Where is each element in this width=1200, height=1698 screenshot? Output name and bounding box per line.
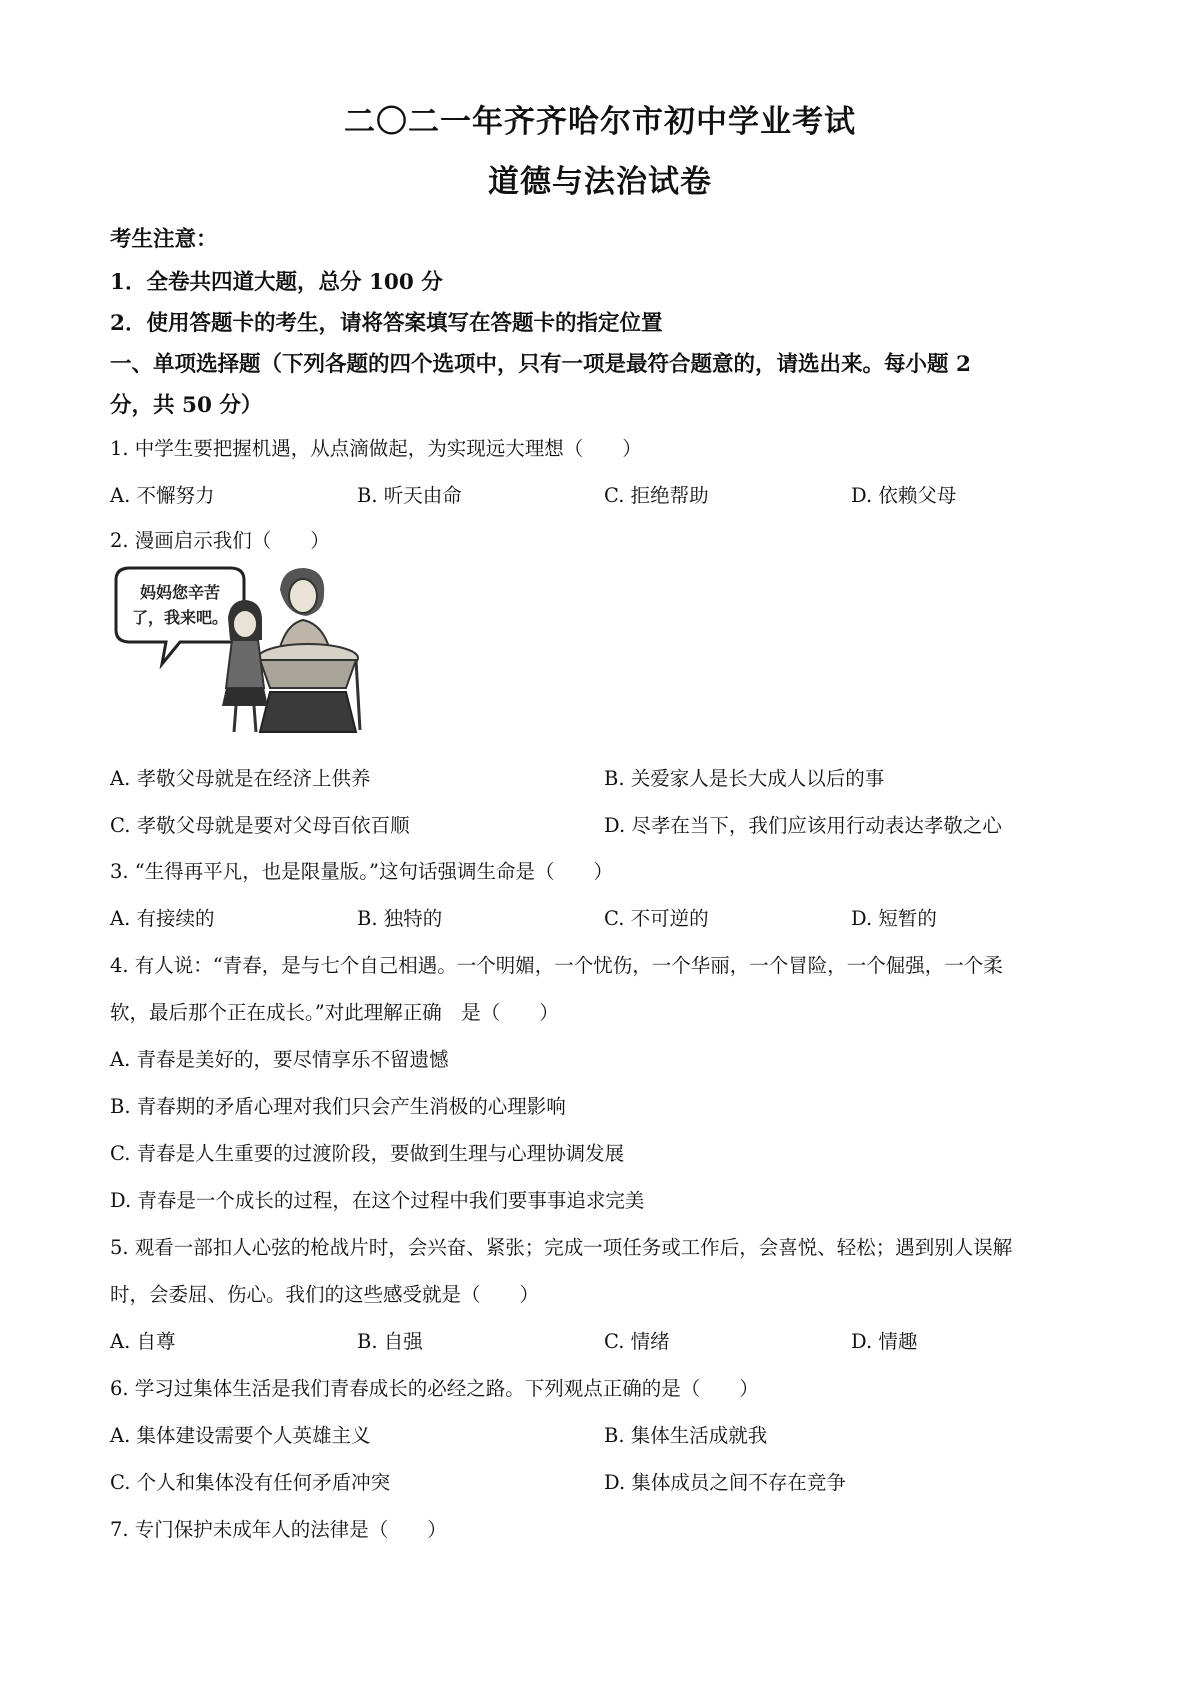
question-5-stem-line-2: 时，会委屈、伤心。我们的这些感受就是（ ） xyxy=(110,1283,540,1306)
question-3-option-d: D. 短暂的 xyxy=(851,907,937,930)
question-1-option-c: C. 拒绝帮助 xyxy=(604,484,709,507)
question-3-option-b: B. 独特的 xyxy=(357,907,443,930)
exam-title: 二〇二一年齐齐哈尔市初中学业考试 xyxy=(344,104,856,140)
speech-bubble-line-2: 了，我来吧。 xyxy=(131,608,229,627)
question-4-stem-line-1: 4. 有人说：“青春，是与七个自己相遇。一个明媚，一个忧伤，一个华丽，一个冒险，一个倔强，一个柔 xyxy=(110,954,1003,977)
notice-item-1: 1．全卷共四道大题，总分 100 分 xyxy=(110,270,443,295)
question-4-option-d: D. 青春是一个成长的过程，在这个过程中我们要事事追求完美 xyxy=(110,1189,645,1212)
cartoon-illustration xyxy=(110,560,400,740)
question-3-stem: 3. “生得再平凡，也是限量版。”这句话强调生命是（ ） xyxy=(110,860,613,883)
question-1-stem: 1. 中学生要把握机遇，从点滴做起，为实现远大理想（ ） xyxy=(110,437,642,460)
question-7-stem: 7. 专门保护未成年人的法律是（ ） xyxy=(110,1518,447,1541)
question-6-stem: 6. 学习过集体生活是我们青春成长的必经之路。下列观点正确的是（ ） xyxy=(110,1377,759,1400)
question-2-option-c: C. 孝敬父母就是要对父母百依百顺 xyxy=(110,814,410,837)
question-3-option-a: A. 有接续的 xyxy=(110,907,215,930)
question-2-stem: 2. 漫画启示我们（ ） xyxy=(110,529,330,552)
notice-item-2: 2．使用答题卡的考生，请将答案填写在答题卡的指定位置 xyxy=(110,311,663,336)
question-2-option-a: A. 孝敬父母就是在经济上供养 xyxy=(110,767,371,790)
question-5-option-b: B. 自强 xyxy=(357,1330,423,1353)
question-5-option-d: D. 情趣 xyxy=(851,1330,918,1353)
question-4-option-b: B. 青春期的矛盾心理对我们只会产生消极的心理影响 xyxy=(110,1095,566,1118)
section-heading-line-2: 分，共 50 分） xyxy=(110,393,263,418)
question-1-option-b: B. 听天由命 xyxy=(357,484,462,507)
question-1-option-a: A. 不懈努力 xyxy=(110,484,215,507)
question-4-stem-line-2: 软，最后那个正在成长。”对此理解正确 是（ ） xyxy=(110,1001,559,1024)
question-5-stem-line-1: 5. 观看一部扣人心弦的枪战片时，会兴奋、紧张；完成一项任务或工作后，会喜悦、轻松；遇到别人误解 xyxy=(110,1236,1013,1259)
section-heading-line-1: 一、单项选择题（下列各题的四个选项中，只有一项是最符合题意的，请选出来。每小题 2 xyxy=(110,352,971,377)
question-5-option-a: A. 自尊 xyxy=(110,1330,176,1353)
notice-heading: 考生注意： xyxy=(110,227,218,252)
question-4-option-a: A. 青春是美好的，要尽情享乐不留遗憾 xyxy=(110,1048,449,1071)
question-1-option-d: D. 依赖父母 xyxy=(851,484,957,507)
speech-bubble-line-1: 妈妈您辛苦 xyxy=(139,583,221,602)
wash-basin xyxy=(258,644,360,732)
question-6-option-c: C. 个人和集体没有任何矛盾冲突 xyxy=(110,1471,391,1494)
question-5-option-c: C. 情绪 xyxy=(604,1330,670,1353)
question-2-option-b: B. 关爱家人是长大成人以后的事 xyxy=(604,767,885,790)
question-2-option-d: D. 尽孝在当下，我们应该用行动表达孝敬之心 xyxy=(604,814,1002,837)
question-4-option-c: C. 青春是人生重要的过渡阶段，要做到生理与心理协调发展 xyxy=(110,1142,625,1165)
question-6-option-b: B. 集体生活成就我 xyxy=(604,1424,768,1447)
question-6-option-a: A. 集体建设需要个人英雄主义 xyxy=(110,1424,371,1447)
exam-subtitle: 道德与法治试卷 xyxy=(488,164,712,200)
question-6-option-d: D. 集体成员之间不存在竞争 xyxy=(604,1471,846,1494)
girl-figure xyxy=(222,600,268,732)
question-3-option-c: C. 不可逆的 xyxy=(604,907,709,930)
